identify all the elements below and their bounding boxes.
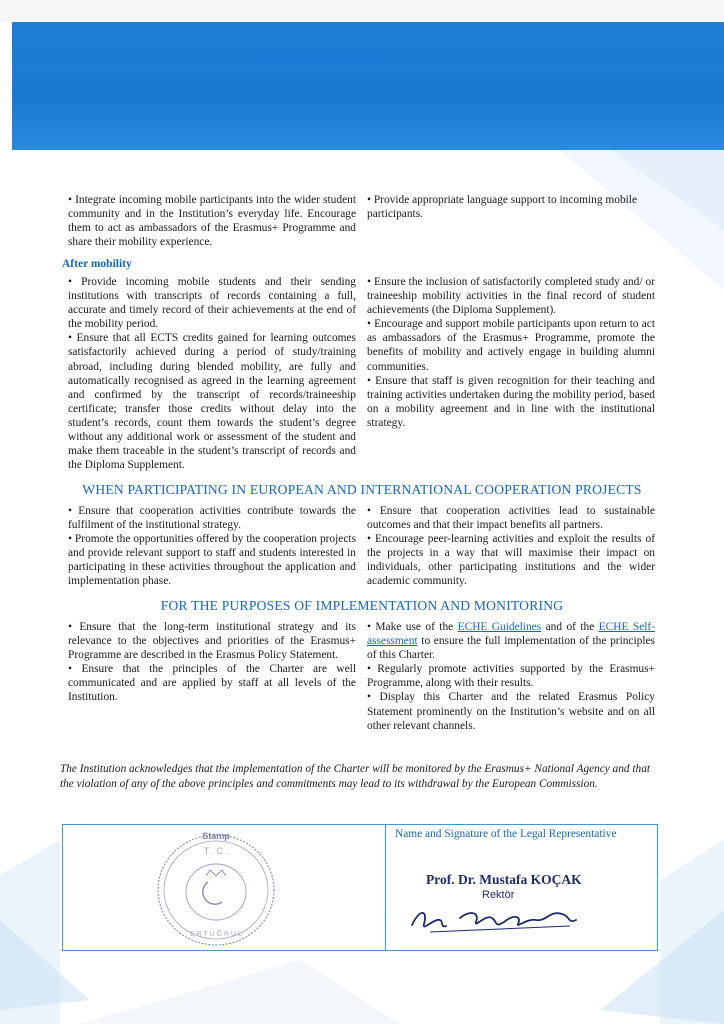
implementation-left	[68, 620, 356, 705]
list-item: • Encourage peer-learning activities and exploit the results of the projects in a way that will maximise their impact on individuals, other participating institutions and the wider academic community.	[367, 533, 655, 588]
list-item: • Regularly promote activities supported by the Erasmus+ Programme, along with their results.	[367, 663, 655, 690]
list-item: • Ensure that cooperation activities contribute towards the fulfilment of the institutional strategy.	[68, 505, 356, 532]
projects-right	[367, 504, 655, 589]
col2-intro: • Provide appropriate language support to incoming mobile participants.	[367, 194, 638, 221]
list-item: • Provide incoming mobile students and their sending institutions with transcripts of records containing a full, accurate and timely record of their achievements at the end of the mobility period.	[68, 276, 356, 331]
after-mobility-right	[367, 275, 655, 430]
list-item: • Ensure that the long-term institutional strategy and its relevance to the objectives and priorities of the Erasmus+ Programme are described in the Erasmus Policy Statement.	[68, 621, 356, 662]
svg-text:T . C .: T . C .	[203, 846, 229, 856]
after-mobility-title: After mobility	[62, 258, 132, 270]
eche-self-assessment-link[interactable]: ECHE Self-assessment	[367, 621, 656, 648]
after-mobility-left	[68, 275, 356, 472]
stamp-label: Stamp	[202, 831, 230, 841]
implementation-heading: FOR THE PURPOSES OF IMPLEMENTATION AND MONITORING	[160, 598, 564, 613]
signatory-name: Prof. Dr. Mustafa KOÇAK	[426, 872, 582, 887]
svg-text:E R T U Ğ R U L: E R T U Ğ R U L	[190, 931, 242, 938]
projects-heading: WHEN PARTICIPATING IN EUROPEAN AND INTERNATIONAL COOPERATION PROJECTS	[82, 482, 642, 497]
list-item: • Ensure that all ECTS credits gained for learning outcomes satisfactorily achieved during a period of study/training abroad, including during blended mobility, are fully and automatically recognised as agreed in the learning agreement and confirmed by the transcript of records/traineeship certificate; transfer those credits without delay into the student’s records, count them towards the student’s degree without any additional work or assessment of the student and make them traceable in the student’s transcript of records and the Diploma Supplement.	[68, 332, 356, 472]
col1-intro: • Integrate incoming mobile participants into the wider student community and in the Institution’s everyday life. Encourage them to act as ambassadors of the Erasmus+ Programme and share their mobility experience.	[68, 194, 356, 249]
list-item: • Make use of the ECHE Guidelines and of the ECHE Self-assessment to ensure the full implementation of the principles of this Charter.	[367, 621, 656, 662]
list-item: • Ensure that cooperation activities lead to sustainable outcomes and that their impact benefits all partners.	[367, 505, 655, 532]
list-item: • Ensure that the principles of the Charter are well communicated and are applied by staff at all levels of the Institution.	[68, 663, 356, 704]
list-item: • Ensure the inclusion of satisfactorily completed study and/ or traineeship mobility activities in the final record of student achievements (the Diploma Supplement).	[367, 276, 655, 317]
list-item: • Encourage and support mobile participants upon return to act as ambassadors of the Erasmus+ Programme, promote the benefits of mobility and actively engage in building alumni communities.	[367, 318, 655, 373]
projects-left	[68, 504, 356, 589]
eche-guidelines-link[interactable]: ECHE Guidelines	[457, 621, 542, 633]
list-item: • Ensure that staff is given recognition for their teaching and training activities undertaken during the mobility period, based on a mobility agreement and in line with the institutional strategy.	[367, 374, 655, 429]
acknowledgement-text: The Institution acknowledges that the implementation of the Charter will be monitored by the Erasmus+ National Agency and that the violation of any of the above principles and commitments may lead to its withdrawal by the European Commission.	[60, 763, 650, 790]
signatory-role: Rektör	[482, 889, 515, 901]
signature-box-label: Name and Signature of the Legal Representative	[395, 828, 617, 840]
signature-image	[400, 870, 600, 940]
list-item: • Promote the opportunities offered by the cooperation projects and provide relevant support to staff and students interested in participating in these activities throughout the application and implementation phase.	[68, 533, 356, 588]
institution-stamp	[150, 830, 288, 948]
signature-box-divider	[385, 825, 386, 950]
list-item: • Display this Charter and the related Erasmus Policy Statement prominently on the Institution’s website and on all other relevant channels.	[367, 691, 655, 732]
header-banner	[12, 22, 724, 150]
implementation-right	[367, 620, 655, 733]
